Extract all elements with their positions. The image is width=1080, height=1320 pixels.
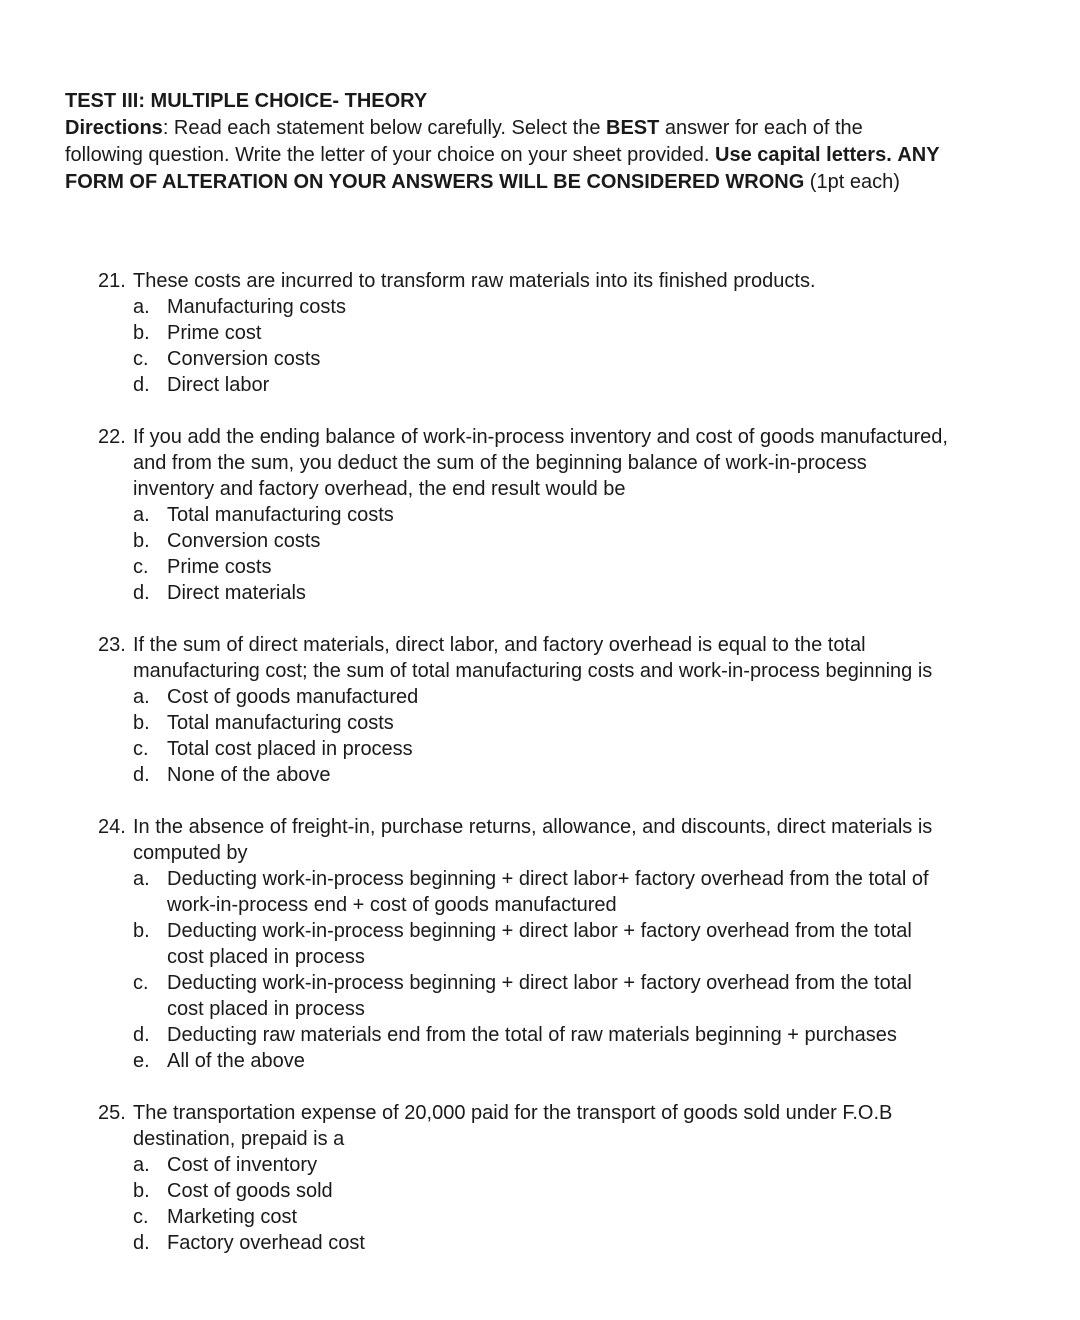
option-b <box>133 320 948 346</box>
option-c <box>133 970 948 1022</box>
option-letter: b. <box>133 530 150 552</box>
question-number: 22. <box>98 426 126 448</box>
option-letter: b. <box>133 920 150 942</box>
test-title: TEST III: MULTIPLE CHOICE- THEORY <box>65 90 428 112</box>
question-number: 25. <box>98 1102 126 1124</box>
question-text: These costs are incurred to transform raw materials into its finished products. <box>133 270 816 292</box>
option-text: Direct materials <box>167 582 306 604</box>
directions-label: Directions <box>65 117 163 139</box>
question-text: In the absence of freight-in, purchase returns, allowance, and discounts, direct materials is computed by <box>133 816 933 864</box>
option-letter: d. <box>133 1232 150 1254</box>
option-text: Cost of inventory <box>167 1154 318 1176</box>
option-letter: d. <box>133 1024 150 1046</box>
option-text: Cost of goods sold <box>167 1180 333 1202</box>
option-text: Total cost placed in process <box>167 738 413 760</box>
option-text: Deducting work-in-process beginning + direct labor+ factory overhead from the total of work-in-process end + cost of goods manufactured <box>167 868 929 916</box>
option-b <box>133 1178 948 1204</box>
option-d <box>133 372 948 398</box>
option-c <box>133 346 948 372</box>
option-text: Conversion costs <box>167 530 321 552</box>
option-text: Cost of goods manufactured <box>167 686 419 708</box>
option-e <box>133 1048 948 1074</box>
option-d <box>133 762 948 788</box>
directions-paragraph <box>65 115 945 196</box>
option-a <box>133 502 948 528</box>
option-list <box>133 1152 948 1256</box>
option-letter: c. <box>133 1206 149 1228</box>
option-c <box>133 1204 948 1230</box>
question-text: If you add the ending balance of work-in-process inventory and cost of goods manufactured, and from the sum, you deduct the sum of the beginning balance of work-in-process inventory and factory overhead, the end result would be <box>133 426 948 500</box>
option-text: Deducting work-in-process beginning + direct labor + factory overhead from the total cost placed in process <box>167 972 912 1020</box>
option-text: Manufacturing costs <box>167 296 346 318</box>
option-text: Total manufacturing costs <box>167 712 394 734</box>
directions-text-1: : Read each statement below carefully. Select the <box>162 117 607 139</box>
option-letter: a. <box>133 504 150 526</box>
option-d <box>133 1022 948 1048</box>
option-letter: c. <box>133 348 149 370</box>
question-24 <box>98 814 948 1074</box>
option-letter: b. <box>133 322 150 344</box>
question-list <box>98 268 948 1282</box>
question-number: 24. <box>98 816 126 838</box>
directions-text-2: answer for each of the following question. Write the letter of your choice on your sheet provided. <box>65 117 863 166</box>
option-letter: a. <box>133 296 150 318</box>
capital-letters-note: Use capital letters. <box>715 144 892 166</box>
option-c <box>133 736 948 762</box>
option-text: Factory overhead cost <box>167 1232 365 1254</box>
question-number: 23. <box>98 634 126 656</box>
option-list <box>133 294 948 398</box>
option-letter: d. <box>133 582 150 604</box>
option-text: All of the above <box>167 1050 305 1072</box>
question-text: The transportation expense of 20,000 paid for the transport of goods sold under F.O.B destination, prepaid is a <box>133 1102 893 1150</box>
option-text: Prime costs <box>167 556 272 578</box>
option-text: Total manufacturing costs <box>167 504 394 526</box>
option-letter: e. <box>133 1050 150 1072</box>
option-b <box>133 710 948 736</box>
question-number: 21. <box>98 270 126 292</box>
option-list <box>133 502 948 606</box>
option-b <box>133 918 948 970</box>
option-letter: a. <box>133 1154 150 1176</box>
option-text: Deducting raw materials end from the total of raw materials beginning + purchases <box>167 1024 897 1046</box>
option-letter: d. <box>133 764 150 786</box>
question-21 <box>98 268 948 398</box>
test-header <box>65 88 945 196</box>
option-list <box>133 684 948 788</box>
option-text: Conversion costs <box>167 348 321 370</box>
option-text: Prime cost <box>167 322 262 344</box>
option-d <box>133 1230 948 1256</box>
option-letter: d. <box>133 374 150 396</box>
option-list <box>133 866 948 1074</box>
option-text: Deducting work-in-process beginning + direct labor + factory overhead from the total cost placed in process <box>167 920 912 968</box>
option-text: Direct labor <box>167 374 270 396</box>
question-23 <box>98 632 948 788</box>
option-a <box>133 1152 948 1178</box>
option-a <box>133 294 948 320</box>
option-letter: c. <box>133 738 149 760</box>
option-letter: c. <box>133 972 149 994</box>
alteration-warning: ANY FORM OF ALTERATION ON YOUR ANSWERS WILL BE CONSIDERED WRONG <box>65 144 940 193</box>
option-letter: c. <box>133 556 149 578</box>
option-d <box>133 580 948 606</box>
option-c <box>133 554 948 580</box>
option-b <box>133 528 948 554</box>
best-emphasis: BEST <box>606 117 660 139</box>
option-letter: b. <box>133 712 150 734</box>
option-letter: a. <box>133 686 150 708</box>
option-text: None of the above <box>167 764 331 786</box>
points-note: (1pt each) <box>804 171 900 193</box>
option-a <box>133 866 948 918</box>
question-text: If the sum of direct materials, direct labor, and factory overhead is equal to the total manufacturing cost; the sum of total manufacturing costs and work-in-process beginning is <box>133 634 933 682</box>
option-text: Marketing cost <box>167 1206 298 1228</box>
question-22 <box>98 424 948 606</box>
option-letter: a. <box>133 868 150 890</box>
option-a <box>133 684 948 710</box>
question-25 <box>98 1100 948 1256</box>
option-letter: b. <box>133 1180 150 1202</box>
